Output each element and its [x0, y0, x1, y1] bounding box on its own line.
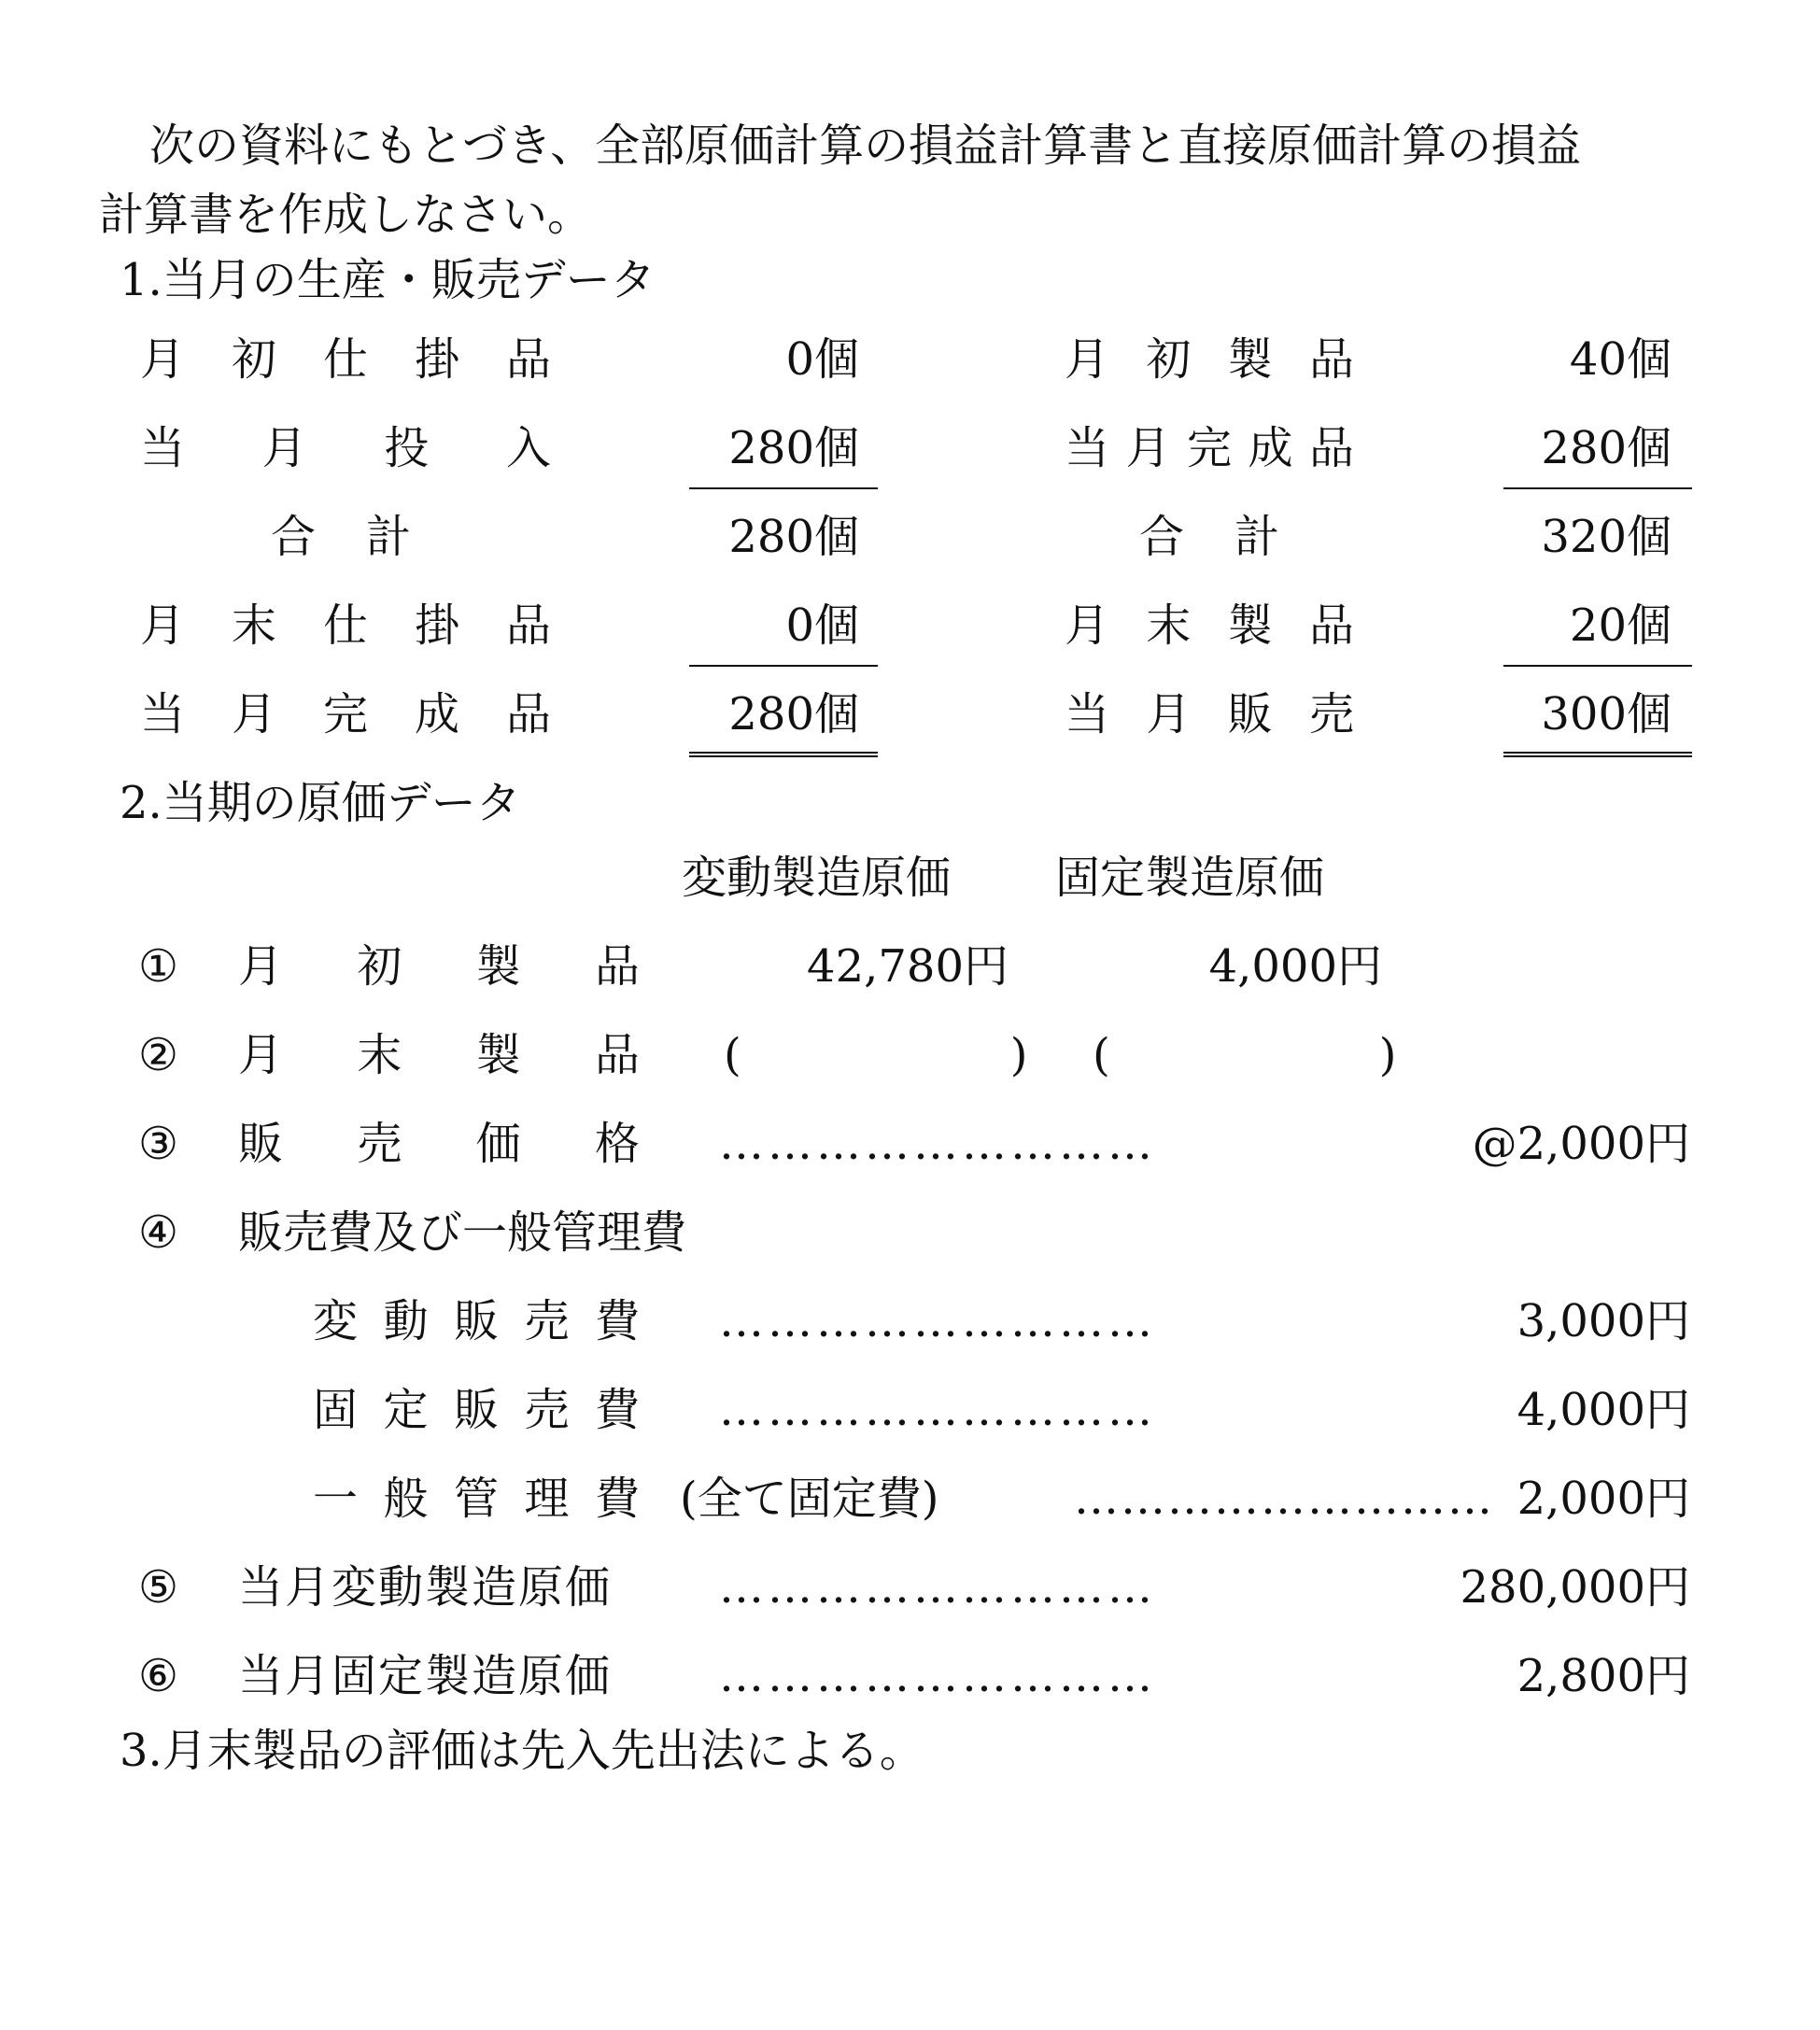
right-value-row-1: 40個 [1569, 333, 1672, 386]
item-4-number: ④ [138, 1206, 179, 1259]
column-header-variable: 変動製造原価 [682, 852, 952, 904]
left-label-row-4: 月 末 仕 掛 品 [140, 599, 551, 652]
sub-2-label: 固 定 販 売 費 [313, 1384, 640, 1436]
item-5-value: 280,000円 [1460, 1561, 1690, 1614]
left-value-row-5: 280個 [728, 688, 859, 740]
instruction-line-1: 次の資料にもとづき、全部原価計算の損益計算書と直接原価計算の損益 [149, 120, 1582, 172]
item-6-leader-dots: ……………………… [719, 1650, 1156, 1702]
item-1-variable-value: 42,780円 [807, 940, 1009, 993]
item-3-leader-dots: ……………………… [719, 1118, 1156, 1170]
left-value-row-4: 0個 [785, 599, 859, 652]
right-subtotal-rule-2 [1503, 665, 1692, 667]
left-value-row-3: 280個 [728, 511, 859, 563]
left-label-row-2: 当 月 投 入 [140, 422, 551, 474]
section-1-heading: 1.当月の生産・販売データ [120, 254, 656, 306]
right-label-row-3: 合 計 [1139, 511, 1279, 563]
item-4-label: 販売費及び一般管理費 [238, 1206, 687, 1259]
left-subtotal-rule-2 [689, 665, 878, 667]
sub-3-note: (全て固定費) [680, 1473, 939, 1525]
left-label-row-1: 月 初 仕 掛 品 [140, 333, 551, 386]
sub-3-value: 2,000円 [1517, 1473, 1690, 1525]
left-total-double-rule [689, 752, 878, 757]
left-value-row-1: 0個 [785, 333, 859, 386]
item-2-label: 月 末 製 品 [238, 1029, 640, 1081]
instruction-line-2: 計算書を作成しなさい。 [99, 189, 593, 241]
item-3-label: 販 売 価 格 [238, 1118, 640, 1170]
right-value-row-5: 300個 [1541, 688, 1672, 740]
item-6-value: 2,800円 [1517, 1650, 1690, 1702]
right-subtotal-rule-1 [1503, 487, 1692, 489]
item-1-label: 月 初 製 品 [238, 940, 640, 993]
right-label-row-5: 当 月 販 売 [1065, 688, 1354, 740]
sub-3-leader-dots: ……………………… [1074, 1473, 1494, 1525]
column-header-fixed: 固定製造原価 [1055, 852, 1325, 904]
item-5-number: ⑤ [138, 1561, 179, 1614]
left-value-row-2: 280個 [728, 422, 859, 474]
right-value-row-4: 20個 [1569, 599, 1672, 652]
right-label-row-4: 月 末 製 品 [1065, 599, 1354, 652]
left-label-row-3: 合 計 [271, 511, 411, 563]
right-label-row-2: 当 月 完 成 品 [1065, 422, 1354, 474]
left-label-row-5: 当 月 完 成 品 [140, 688, 551, 740]
item-1-fixed-value: 4,000円 [1208, 940, 1382, 993]
item-5-leader-dots: ……………………… [719, 1561, 1156, 1614]
right-label-row-1: 月 初 製 品 [1065, 333, 1354, 386]
item-1-number: ① [138, 940, 179, 993]
item-2-number: ② [138, 1029, 179, 1081]
sub-1-leader-dots: ……………………… [719, 1295, 1156, 1347]
right-total-double-rule [1503, 752, 1692, 757]
item-6-number: ⑥ [138, 1650, 179, 1702]
sub-3-label: 一 般 管 理 費 [313, 1473, 640, 1525]
left-subtotal-rule-1 [689, 487, 878, 489]
right-value-row-3: 320個 [1541, 511, 1672, 563]
item-2-fixed-blank: ( ) [1093, 1029, 1397, 1081]
section-3-text: 3.月末製品の評価は先入先出法による。 [120, 1725, 924, 1777]
sub-1-value: 3,000円 [1517, 1295, 1690, 1347]
item-3-value: @2,000円 [1472, 1118, 1690, 1170]
item-6-label: 当月固定製造原価 [238, 1650, 613, 1702]
sub-2-value: 4,000円 [1517, 1384, 1690, 1436]
section-2-heading: 2.当期の原価データ [120, 777, 521, 829]
item-3-number: ③ [138, 1118, 179, 1170]
right-value-row-2: 280個 [1541, 422, 1672, 474]
sub-2-leader-dots: ……………………… [719, 1384, 1156, 1436]
item-2-variable-blank: ( ) [724, 1029, 1028, 1081]
item-5-label: 当月変動製造原価 [238, 1561, 613, 1614]
sub-1-label: 変 動 販 売 費 [313, 1295, 640, 1347]
